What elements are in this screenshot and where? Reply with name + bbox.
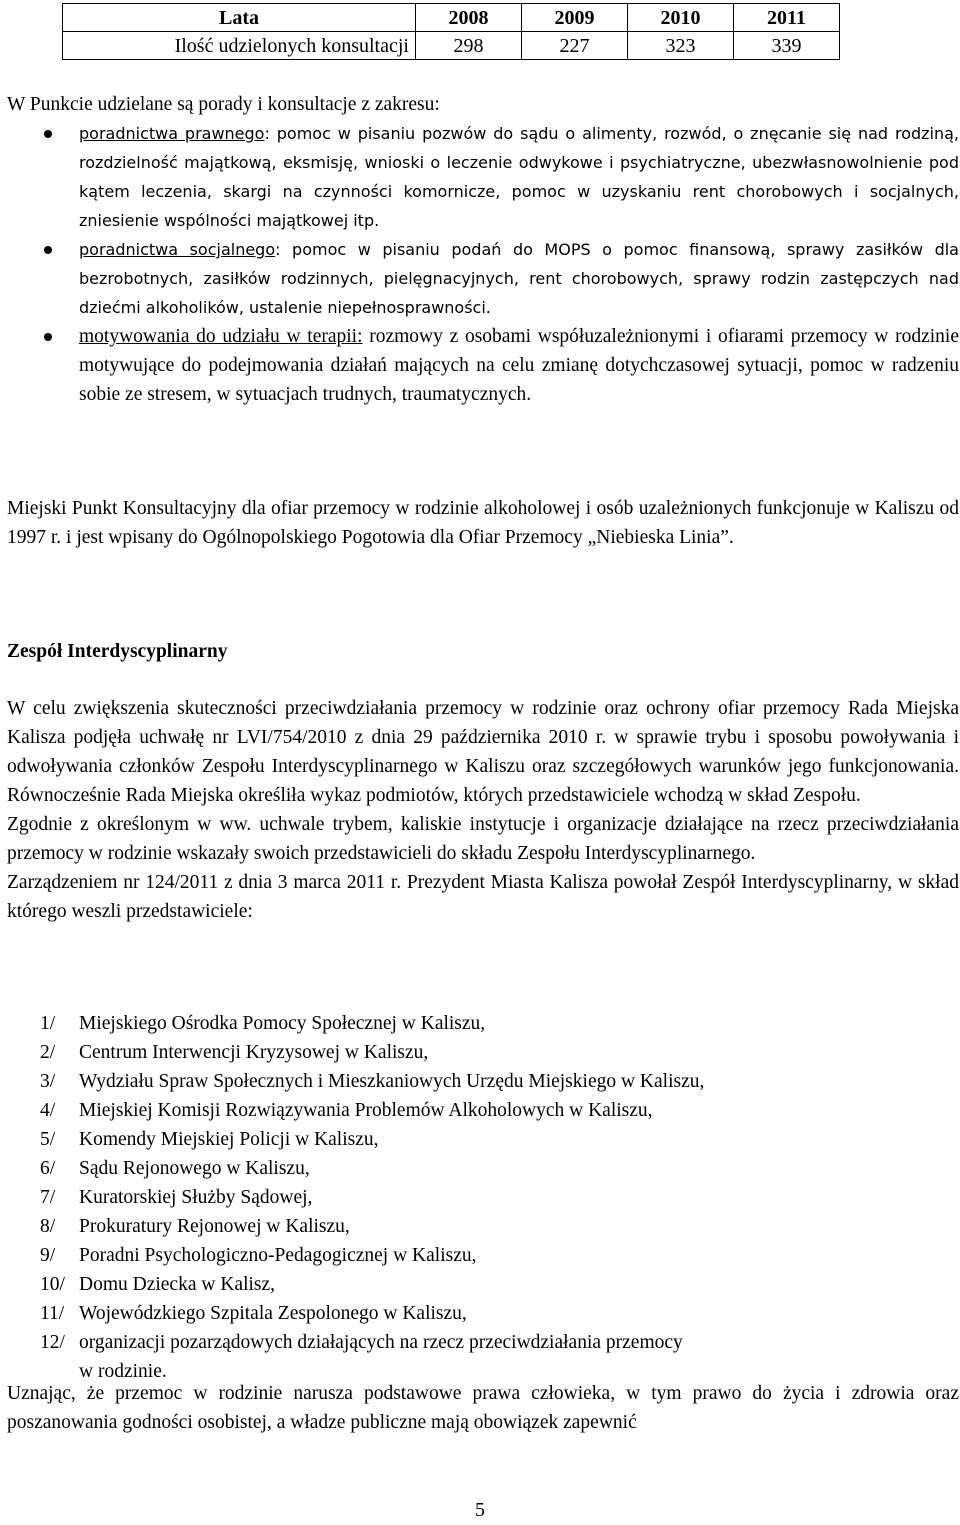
list-item — [40, 1125, 940, 1154]
service-term: poradnictwa socjalnego — [79, 240, 276, 259]
table-header-cell: 2011 — [733, 4, 839, 32]
list-number: 11/ — [40, 1303, 65, 1324]
list-text: Kuratorskiej Służby Sądowej, — [79, 1187, 313, 1208]
list-number: 4/ — [40, 1100, 56, 1121]
list-number: 10/ — [40, 1274, 65, 1295]
list-number: 12/ — [40, 1332, 65, 1353]
list-item — [40, 1154, 940, 1183]
table-header-cell: 2009 — [521, 4, 627, 32]
body-paragraph: Zgodnie z określonym w ww. uchwale trybem, kaliskie instytucje i organizacje działające na rzecz przeciwdziałania przemocy w rodzinie wskazały swoich przedstawicieli do składu Zespołu Interdyscyplinarnego. — [7, 814, 959, 864]
table-cell: Ilość udzielonych konsultacji — [63, 32, 416, 60]
list-number: 6/ — [40, 1158, 56, 1179]
team-section — [7, 694, 959, 926]
bullet-icon — [44, 130, 52, 138]
list-text: Wojewódzkiego Szpitala Zespolonego w Kaliszu, — [79, 1303, 467, 1324]
list-item — [40, 1241, 940, 1270]
table-cell: 323 — [627, 32, 733, 60]
list-number: 8/ — [40, 1216, 56, 1237]
bullet-icon — [44, 333, 52, 341]
table-cell: 227 — [521, 32, 627, 60]
service-description: : pomoc w pisaniu pozwów do sądu o alimenty, rozwód, o znęcanie się nad rodziną, rozdzielność majątkową, eksmisję, wnioski o leczenie odwykowe i psychiatryczne, ubezwłasnowolnienie pod kątem leczenia, skargi na czynności komornicze, pomoc w uzyskaniu rent chorobowych i socjalnych, zniesienie wspólności majątkowej itp. — [79, 124, 960, 230]
list-text: Komendy Miejskiej Policji w Kaliszu, — [79, 1129, 379, 1150]
table-row — [63, 32, 840, 60]
list-number: 7/ — [40, 1187, 56, 1208]
list-item — [40, 1038, 940, 1067]
service-description: rozmowy z osobami współuzależnionymi i ofiarami przemocy w rodzinie motywujące do podejmowania działań mających na celu zmianę dotychczasowej sytuacji, pomoc w radzeniu sobie ze stresem, w sytuacjach trudnych, traumatycznych. — [79, 326, 959, 405]
closing-paragraph: Uznając, że przemoc w rodzinie narusza podstawowe prawa człowieka, w tym prawo do życia i zdrowia oraz poszanowania godności osobistej, a władze publiczne mają obowiązek zapewnić — [7, 1383, 959, 1433]
table-cell: 339 — [733, 32, 839, 60]
list-item — [40, 1212, 940, 1241]
table-header-cell: 2010 — [627, 4, 733, 32]
body-paragraph: Zarządzeniem nr 124/2011 z dnia 3 marca 2011 r. Prezydent Miasta Kalisza powołał Zespół Interdyscyplinarny, w skład którego weszli przedstawiciele: — [7, 872, 959, 922]
list-text: w rodzinie. — [79, 1361, 167, 1382]
table-header-cell: Lata — [63, 4, 416, 32]
list-number: 1/ — [40, 1013, 56, 1034]
table-header-row — [63, 4, 840, 32]
body-paragraph: W celu zwiększenia skuteczności przeciwdziałania przemocy w rodzinie oraz ochrony ofiar przemocy Rada Miejska Kalisza podjęła uchwałę nr LVI/754/2010 z dnia 29 października 2010 r. w sprawie trybu i sposobu powoływania i odwoływania członków Zespołu Interdyscyplinarnego w Kaliszu oraz szczegółowych warunków jego funkcjonowania. Równocześnie Rada Miejska określiła wykaz podmiotów, których przedstawiciele wchodzą w skład Zespołu. — [7, 698, 959, 806]
list-text: Wydziału Spraw Społecznych i Mieszkaniowych Urzędu Miejskiego w Kaliszu, — [79, 1071, 705, 1092]
list-number: 9/ — [40, 1245, 56, 1266]
page-number: 5 — [475, 1499, 485, 1521]
mpk-paragraph: Miejski Punkt Konsultacyjny dla ofiar przemocy w rodzinie alkoholowej i osób uzależnionych funkcjonuje w Kaliszu od 1997 r. i jest wpisany do Ogólnopolskiego Pogotowia dla Ofiar Przemocy „Niebieska Linia”. — [7, 498, 959, 548]
list-number: 3/ — [40, 1071, 56, 1092]
list-item — [40, 1299, 940, 1328]
section-heading: Zespół Interdyscyplinarny — [7, 641, 228, 662]
list-item — [40, 1096, 940, 1125]
service-term: motywowania do udziału w terapii: — [79, 326, 363, 347]
list-text: Poradni Psychologiczno-Pedagogicznej w Kaliszu, — [79, 1245, 477, 1266]
list-text: Centrum Interwencji Kryzysowej w Kaliszu, — [79, 1042, 429, 1063]
members-list — [40, 1009, 940, 1386]
list-text: organizacji pozarządowych działających na rzecz przeciwdziałania przemocy — [79, 1332, 683, 1353]
bullet-icon — [44, 246, 52, 254]
list-text: Sądu Rejonowego w Kaliszu, — [79, 1158, 310, 1179]
list-number: 5/ — [40, 1129, 56, 1150]
list-item — [7, 322, 959, 409]
list-item — [40, 1009, 940, 1038]
list-item — [40, 1183, 940, 1212]
services-list — [7, 119, 959, 409]
table-header-cell: 2008 — [415, 4, 521, 32]
list-text: Domu Dziecka w Kalisz, — [79, 1274, 276, 1295]
list-text: Miejskiego Ośrodka Pomocy Społecznej w Kaliszu, — [79, 1013, 486, 1034]
list-item — [7, 119, 959, 235]
list-item — [7, 235, 959, 322]
list-item — [40, 1270, 940, 1299]
list-text: Prokuratury Rejonowej w Kaliszu, — [79, 1216, 350, 1237]
list-item — [40, 1328, 940, 1357]
service-description: : pomoc w pisaniu podań do MOPS o pomoc finansową, sprawy zasiłków dla bezrobotnych, zasiłków rodzinnych, pielęgnacyjnych, rent chorobowych, sprawy rodzin zastępczych nad dziećmi alkoholików, ustalenie niepełnosprawności. — [79, 240, 959, 317]
table-cell: 298 — [415, 32, 521, 60]
list-item — [40, 1067, 940, 1096]
intro-paragraph: W Punkcie udzielane są porady i konsultacje z zakresu: — [7, 94, 440, 115]
list-text: Miejskiej Komisji Rozwiązywania Problemów Alkoholowych w Kaliszu, — [79, 1100, 653, 1121]
service-term: poradnictwa prawnego — [79, 124, 265, 143]
list-number: 2/ — [40, 1042, 56, 1063]
consultations-table — [62, 3, 840, 60]
